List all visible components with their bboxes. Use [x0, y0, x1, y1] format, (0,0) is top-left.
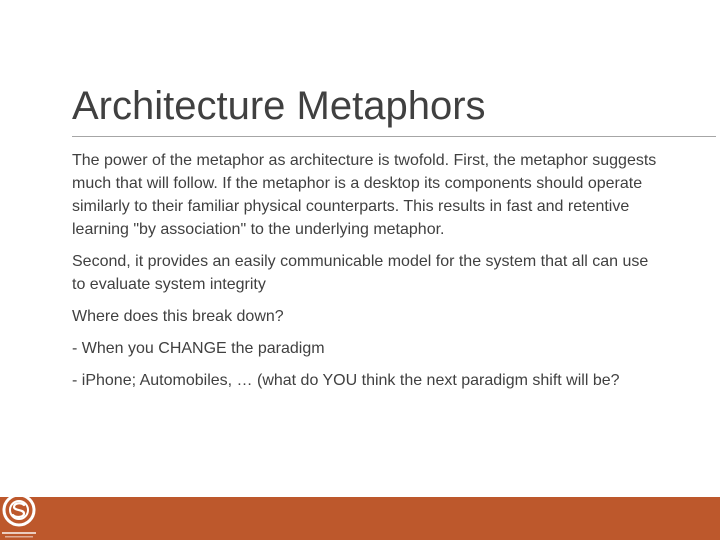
body-paragraph-4: - When you CHANGE the paradigm	[72, 340, 325, 357]
title-divider	[72, 136, 716, 137]
body-paragraph-5: - iPhone; Automobiles, … (what do YOU think the next paradigm shift will be?	[72, 372, 620, 389]
circle-s-logo-icon	[0, 488, 40, 540]
slide-body	[72, 149, 662, 401]
body-paragraph-1: The power of the metaphor as architecture is twofold. First, the metaphor suggests much that will follow. If the metaphor is a desktop its components should operate similarly to their familiar physical counterparts. This results in fast and retentive learning "by association" to the underlying metaphor.	[72, 152, 657, 238]
footer-accent-bar	[0, 497, 720, 540]
body-paragraph-2: Second, it provides an easily communicable model for the system that all can use to evaluate system integrity	[72, 253, 649, 293]
slide-title: Architecture Metaphors	[72, 84, 486, 128]
body-paragraph-3: Where does this break down?	[72, 308, 284, 325]
